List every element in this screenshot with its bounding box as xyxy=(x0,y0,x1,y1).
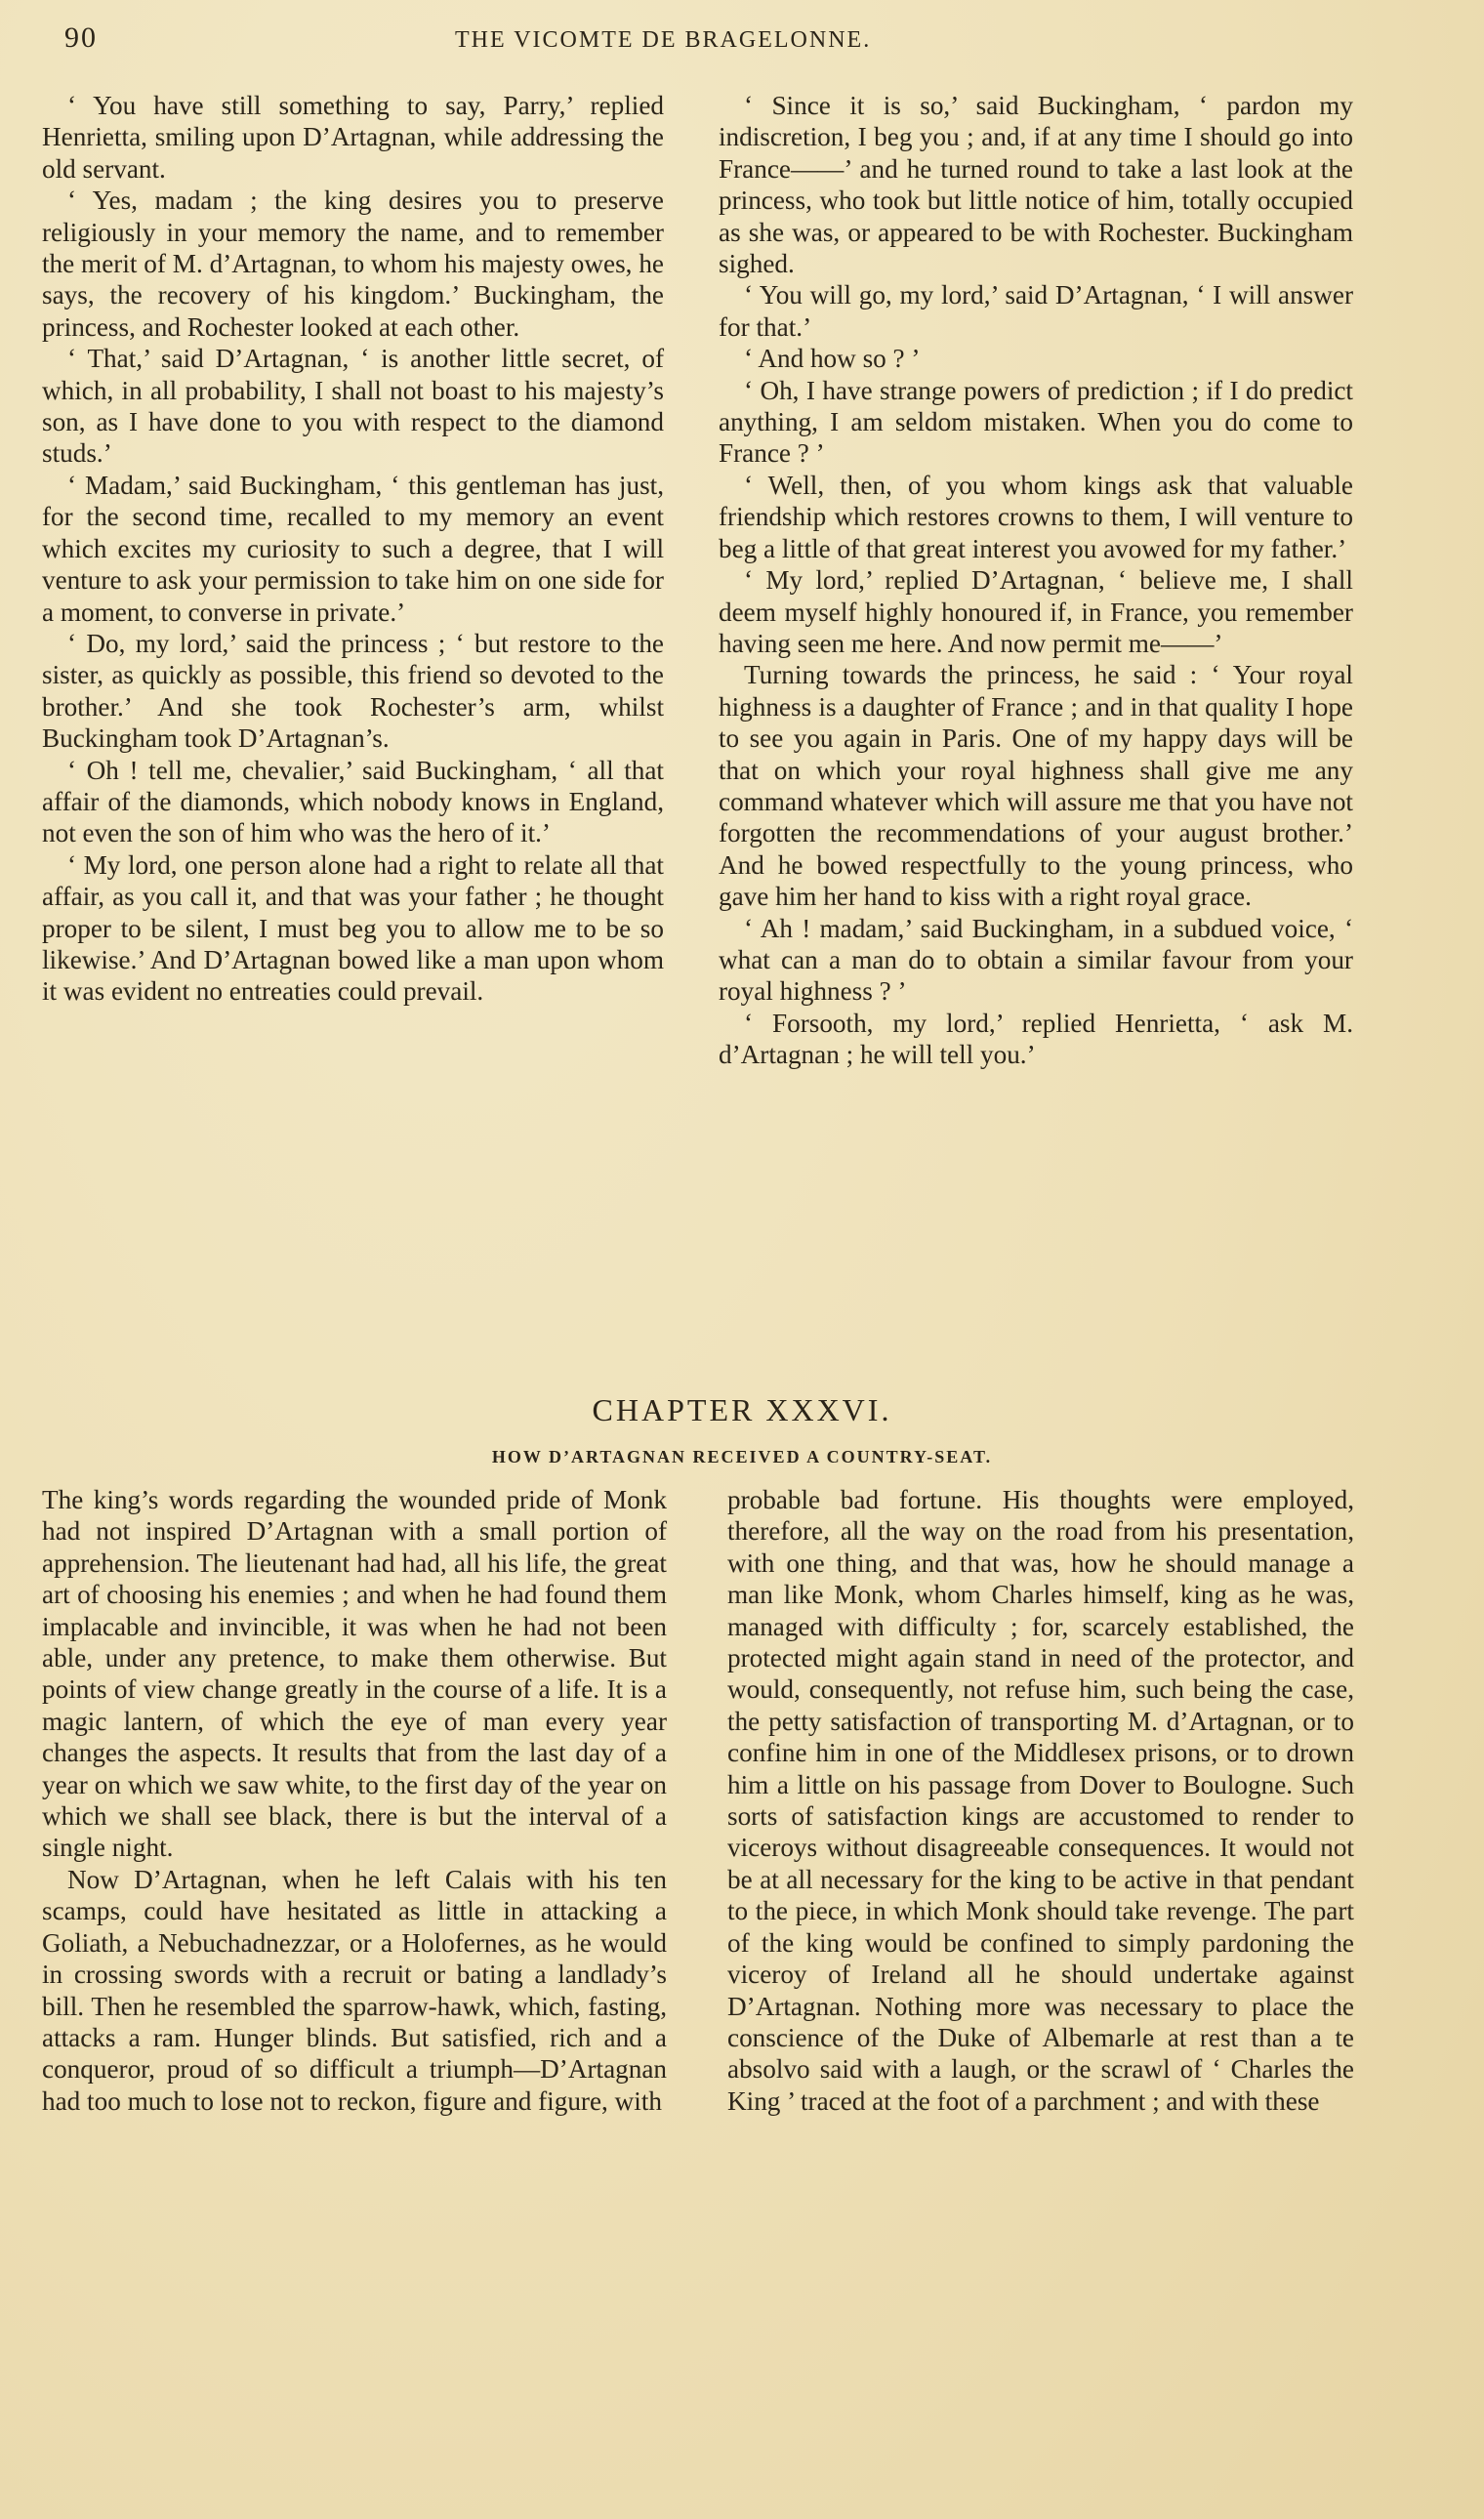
paragraph: Turning towards the princess, he said : ‘ Your royal highness is a daughter of France ; and in that quality I hope to see you again in Paris. One of my happy days will be that on which your royal highness shall give me any command whatever which will assure me that you have not forgotten the recommendations of your august brother.’ And he bowed respectfully to the young princess, who gave him her hand to kiss with a right royal grace. xyxy=(719,660,1353,912)
paragraph: ‘ Oh ! tell me, chevalier,’ said Buckingham, ‘ all that affair of the diamonds, which nobody knows in England, not even the son of him who was the hero of it.’ xyxy=(42,755,664,848)
bottom-left-column xyxy=(42,1484,667,2117)
book-title: THE VICOMTE DE BRAGELONNE. xyxy=(455,27,872,53)
paragraph: Now D’Artagnan, when he left Calais with his ten scamps, could have hesitated as little in attacking a Goliath, a Nebuchadnezzar, or a Holofernes, as he would in crossing swords with a recruit or bating a landlady’s bill. Then he resembled the sparrow-hawk, which, fasting, attacks a ram. Hunger blinds. But satisfied, rich and a conqueror, proud of so difficult a triumph—D’Artagnan had too much to lose not to reckon, figure and figure, with xyxy=(42,1864,667,2116)
paragraph: ‘ Oh, I have strange powers of prediction ; if I do predict anything, I am seldom mistaken. When you do come to France ? ’ xyxy=(719,375,1353,469)
paragraph: probable bad fortune. His thoughts were employed, therefore, all the way on the road from his presentation, with one thing, and that was, how he should manage a man like Monk, whom Charles himself, king as he was, managed with difficulty ; for, scarcely established, the protected might again stand in need of the protector, and would, consequently, not refuse him, such being the case, the petty satisfaction of transporting M. d’Artagnan, or to confine him in one of the Middlesex prisons, or to drown him a little on his passage from Dover to Boulogne. Such sorts of satisfaction kings are accustomed to render to viceroys without disagreeable consequences. It would not be at all necessary for the king to be active in that pendant to the piece, in which Monk should take revenge. The part of the king would be confined to simply pardoning the viceroy of Ireland all he should undertake against D’Artagnan. Nothing more was necessary to place the conscience of the Duke of Albemarle at rest than a te absolvo said with a laugh, or the scrawl of ‘ Charles the King ’ traced at the foot of a parchment ; and with these xyxy=(727,1485,1354,2116)
paragraph: ‘ And how so ? ’ xyxy=(744,344,921,374)
page-number: 90 xyxy=(64,21,98,54)
paragraph: ‘ You will go, my lord,’ said D’Artagnan, ‘ I will answer for that.’ xyxy=(719,280,1353,342)
paragraph: ‘ My lord,’ replied D’Artagnan, ‘ believe me, I shall deem myself highly honoured if, in France, you remember having seen me here. And now permit me——’ xyxy=(719,565,1353,658)
running-head xyxy=(64,21,1353,61)
paragraph: ‘ Madam,’ said Buckingham, ‘ this gentleman has just, for the second time, recalled to my memory an event which excites my curiosity to such a degree, that I will venture to ask your permission to take him on one side for a moment, to converse in private.’ xyxy=(42,470,664,627)
paragraph: ‘ That,’ said D’Artagnan, ‘ is another little secret, of which, in all probability, I shall not boast to his majesty’s son, as I have done to you with respect to the diamond studs.’ xyxy=(42,344,664,469)
paragraph: ‘ You have still something to say, Parry,’ replied Henrietta, smiling upon D’Artagnan, while addressing the old servant. xyxy=(42,91,664,184)
paragraph: ‘ Since it is so,’ said Buckingham, ‘ pardon my indiscretion, I beg you ; and, if at any time I should go into France——’ and he turned round to take a last look at the princess, who took but little notice of him, totally occupied as she was, or appeared to be with Rochester. Buckingham sighed. xyxy=(719,91,1353,279)
bottom-right-column xyxy=(727,1484,1354,2117)
paragraph: ‘ Well, then, of you whom kings ask that valuable friendship which restores crowns to them, I will venture to beg a little of that great interest you avowed for my father.’ xyxy=(719,470,1353,563)
paragraph: ‘ Yes, madam ; the king desires you to preserve religiously in your memory the name, and to remember the merit of M. d’Artagnan, to whom his majesty owes, he says, the recovery of his kingdom.’ Buckingham, the princess, and Rochester looked at each other. xyxy=(42,186,664,342)
paragraph: ‘ My lord, one person alone had a right to relate all that affair, as you call it, and that was your father ; he thought proper to be silent, I must beg you to allow me to be so likewise.’ And D’Artagnan bowed like a man upon whom it was evident no entreaties could prevail. xyxy=(42,849,664,1007)
paragraph: ‘ Forsooth, my lord,’ replied Henrietta, ‘ ask M. d’Artagnan ; he will tell you.’ xyxy=(719,1008,1353,1070)
paragraph: The king’s words regarding the wounded pride of Monk had not inspired D’Artagnan with a small portion of apprehension. The lieutenant had had, all his life, the great art of choosing his enemies ; and when he had found them implacable and invincible, it was when he had not been able, under any pretence, to make them otherwise. But points of view change greatly in the course of a life. It is a magic lantern, of which the eye of man every year changes the aspects. It results that from the last day of a year on which we saw white, to the first day of the year on which we shall see black, there is but the interval of a single night. xyxy=(42,1485,667,1863)
chapter-title: CHAPTER XXXVI. xyxy=(592,1392,892,1427)
top-right-column xyxy=(719,90,1353,1071)
paragraph: ‘ Ah ! madam,’ said Buckingham, in a subdued voice, ‘ what can a man do to obtain a similar favour from your royal highness ? ’ xyxy=(719,913,1353,1007)
paragraph: ‘ Do, my lord,’ said the princess ; ‘ but restore to the sister, as quickly as possible, this friend so devoted to the brother.’ And she took Rochester’s arm, whilst Buckingham took D’Artagnan’s. xyxy=(42,628,664,754)
chapter-subtitle: HOW D’ARTAGNAN RECEIVED A COUNTRY-SEAT. xyxy=(491,1447,993,1466)
top-left-column xyxy=(42,90,664,1008)
